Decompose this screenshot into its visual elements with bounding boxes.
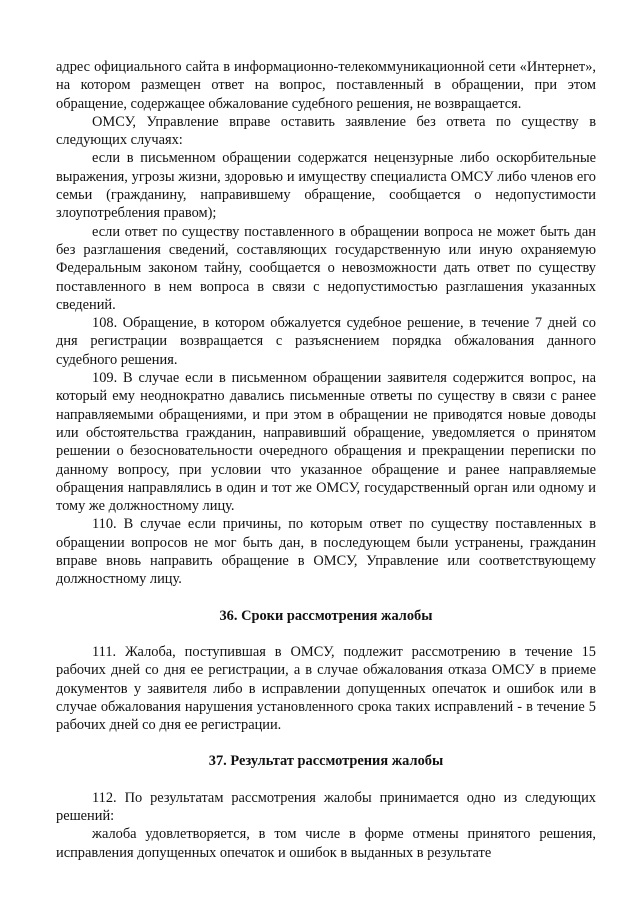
- paragraph-state-secret-case: если ответ по существу поставленного в обращении вопроса не может быть дан без разглашения сведений, составляющих государственную или иную охраняемую Федеральным законом тайну, сообщается о невозможности дать ответ по существу поставленного в нем вопроса в связи с недопустимостью разглашения указанных сведений.: [56, 223, 596, 313]
- paragraph-address-continuation: адрес официального сайта в информационно-телекоммуникационной сети «Интернет», на котором размещен ответ на вопрос, поставленный в обращении, при этом обращение, содержащее обжалование судебного решения, не возвращается.: [56, 59, 596, 112]
- paragraph-112: 112. По результатам рассмотрения жалобы принимается одно из следующих решений:: [56, 789, 596, 824]
- paragraph-110: 110. В случае если причины, по которым ответ по существу поставленных в обращении вопросов не мог быть дан, в последующем были устранены, гражданин вправе вновь направить обращение в ОМСУ, Управление или соответствующему должностному лицу.: [56, 516, 596, 588]
- paragraph-111: 111. Жалоба, поступившая в ОМСУ, подлежит рассмотрению в течение 15 рабочих дней со дня ее регистрации, а в случае обжалования отказа ОМСУ в приеме документов у заявителя либо в исправлении допущенных опечаток и ошибок или в случае обжалования нарушения установленного срока таких исправлений - в течение 5 рабочих дней со дня ее регистрации.: [56, 643, 596, 734]
- paragraph-obscene-language-case: если в письменном обращении содержатся нецензурные либо оскорбительные выражения, угрозы жизни, здоровью и имуществу специалиста ОМСУ либо членов его семьи (гражданину, направившему обращение, сообщается о недопустимости злоупотребления правом);: [56, 150, 596, 222]
- paragraph-109: 109. В случае если в письменном обращении заявителя содержится вопрос, на который ему неоднократно давались письменные ответы по существу в связи с ранее направляемыми обращениями, и при этом в обращении не приводятся новые доводы или обстоятельства гражданин, направивший обращение, уведомляется о принятом решении о безосновательности очередного обращения и прекращении переписки по данному вопросу, при условии что указанное обращение и ранее направляемые обращения направлялись в один и тот же ОМСУ, государственный орган или одному и тому же должностному лицу.: [56, 370, 596, 515]
- document-page: [56, 58, 596, 862]
- paragraph-omsu-may-leave-without-answer: ОМСУ, Управление вправе оставить заявление без ответа по существу в следующих случаях:: [56, 113, 596, 149]
- paragraph-108: 108. Обращение, в котором обжалуется судебное решение, в течение 7 дней со дня регистрации возвращается с разъяснением порядка обжалования данного судебного решения.: [56, 315, 596, 368]
- section-heading-36: 36. Сроки рассмотрения жалобы: [219, 607, 433, 624]
- section-heading-37: 37. Результат рассмотрения жалобы: [208, 753, 444, 770]
- paragraph-complaint-satisfied: жалоба удовлетворяется, в том числе в форме отмены принятого решения, исправления допущенных опечаток и ошибок в выданных в результате: [56, 826, 596, 861]
